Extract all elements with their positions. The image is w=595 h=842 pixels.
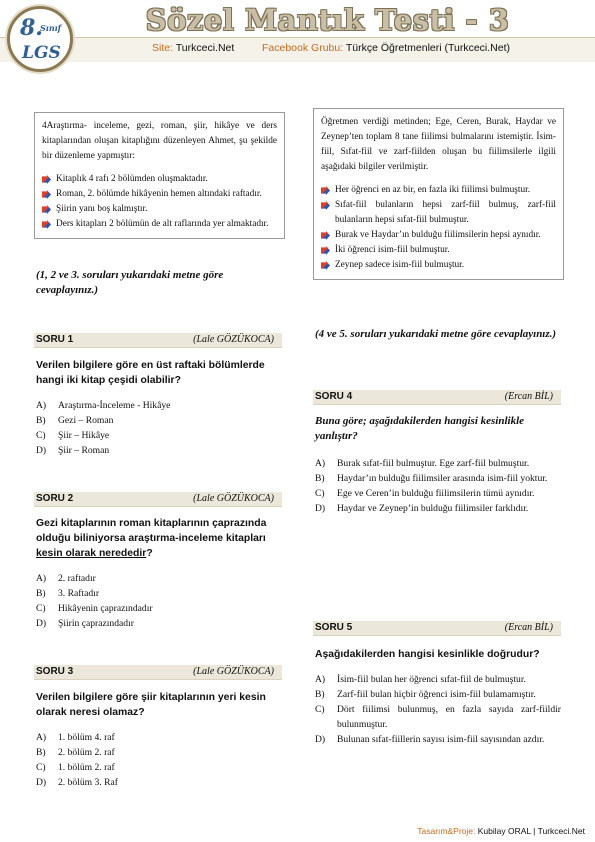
left-passage-box <box>34 112 285 239</box>
option-d[interactable]: D) Şiir – Roman <box>36 445 110 456</box>
list-item: Şiirin yanı boş kalmıştır. <box>42 202 277 217</box>
option-b[interactable]: B) Haydar’ın bulduğu fiilimsiler arasında isim-fiil yoktur. <box>315 473 548 484</box>
badge-class: Sınıf <box>40 23 62 33</box>
question-1-header <box>34 333 282 348</box>
facebook-value: Türkçe Öğretmenleri (Turkceci.Net) <box>345 42 511 54</box>
option-b[interactable]: B) 3. Raftadır <box>36 588 100 599</box>
option-d[interactable]: D) 2. bölüm 3. Raf <box>36 777 118 788</box>
site-label: Site: <box>152 42 174 54</box>
option-a[interactable]: A) İsim-fiil bulan her öğrenci sıfat-fiil de bulmuştur. <box>315 674 526 685</box>
question-4-options <box>315 456 561 516</box>
option-d[interactable]: D) Bulunan sıfat-fiillerin sayısı isim-fiil sayısından azdır. <box>315 734 545 745</box>
footer-value: Kubilay ORAL | Turkceci.Net <box>477 826 585 836</box>
site-info <box>152 42 234 54</box>
list-item: İki öğrenci isim-fiil bulmuştur. <box>321 243 556 258</box>
question-2-text: Gezi kitaplarının roman kitaplarının çaprazında olduğu biliniyorsa araştırma-inceleme kitapları kesin olarak nerededir? <box>36 518 267 559</box>
list-item: Ders kitapları 2 bölümün de alt raflarında yer almaktadır. <box>42 217 277 232</box>
question-3-header <box>34 665 282 680</box>
list-item: Kitaplık 4 rafı 2 bölümden oluşmaktadır. <box>42 172 277 187</box>
question-author: (Lale GÖZÜKOCA) <box>193 334 274 345</box>
question-number: SORU 5 <box>315 622 353 633</box>
badge-grade: 8. <box>20 15 43 41</box>
arrow-bullet-icon <box>321 186 330 195</box>
question-number: SORU 4 <box>315 391 353 402</box>
option-b[interactable]: B) Zarf-fiil bulan hiçbir öğrenci isim-fiil bulamamıştır. <box>315 689 536 700</box>
arrow-bullet-icon <box>321 261 330 270</box>
question-4-header <box>313 390 561 405</box>
left-passage-intro: 4Araştırma- inceleme, gezi, roman, şiir, hikâye ve ders kitaplarından oluşan kitaplığını düzenleyen Ahmet, şu şekilde bir düzenleme yapmıştır: <box>42 121 277 161</box>
list-item: Roman, 2. bölümde hikâyenin hemen altındaki raftadır. <box>42 187 277 202</box>
question-5-options <box>315 672 561 747</box>
page-header <box>0 0 595 96</box>
option-a[interactable]: A) 1. bölüm 4. raf <box>36 732 115 743</box>
option-d[interactable]: D) Şiirin çaprazındadır <box>36 618 134 629</box>
badge-exam: LGS <box>22 43 61 63</box>
facebook-info <box>262 42 510 54</box>
option-d[interactable]: D) Haydar ve Zeynep’in bulduğu fiilimsiler farklıdır. <box>315 503 529 514</box>
footer-label: Tasarım&Proje: <box>417 826 476 836</box>
list-item: Her öğrenci en az bir, en fazla iki fiilimsi bulmuştur. <box>321 183 556 198</box>
question-author: (Ercan BİL) <box>504 391 553 402</box>
page-title: Sözel Mantık Testi - 3 <box>145 3 510 37</box>
left-passage-list <box>42 172 277 232</box>
option-c[interactable]: C) Dört fiilimsi bulunmuş, en fazla sayıda zarf-fiildir bulunmuştur. <box>315 704 561 730</box>
option-a[interactable]: A) 2. raftadır <box>36 573 96 584</box>
question-author: (Lale GÖZÜKOCA) <box>193 666 274 677</box>
right-instruction-note: (4 ve 5. soruları yukarıdaki metne göre cevaplayınız.) <box>315 328 557 340</box>
arrow-bullet-icon <box>42 220 51 229</box>
option-c[interactable]: C) Şiir – Hikâye <box>36 430 110 441</box>
option-b[interactable]: B) 2. bölüm 2. raf <box>36 747 115 758</box>
list-item: Sıfat-fiil bulanların hepsi zarf-fiil bulmuş, zarf-fiil bulanların hepsi sıfat-fiil bulmuştur. <box>321 198 556 228</box>
question-number: SORU 1 <box>36 334 74 345</box>
question-number: SORU 2 <box>36 493 74 504</box>
underlined-phrase: kesin olarak nerededir <box>36 548 147 559</box>
arrow-bullet-icon <box>42 190 51 199</box>
arrow-bullet-icon <box>321 231 330 240</box>
option-c[interactable]: C) 1. bölüm 2. raf <box>36 762 115 773</box>
list-item: Burak ve Haydar’ın bulduğu fiilimsilerin hepsi aynıdır. <box>321 228 556 243</box>
question-5-header <box>313 621 561 636</box>
site-value: Turkceci.Net <box>175 42 235 54</box>
arrow-bullet-icon <box>321 246 330 255</box>
left-instruction-note: (1, 2 ve 3. soruları yukarıdaki metne göre cevaplayınız.) <box>36 269 224 296</box>
question-4-text: Buna göre; aşağıdakilerden hangisi kesinlikle yanlıştır? <box>315 415 525 442</box>
right-passage-box <box>313 108 564 280</box>
question-2-header <box>34 492 282 507</box>
question-number: SORU 3 <box>36 666 74 677</box>
question-1-options <box>36 398 282 458</box>
question-1-text: Verilen bilgilere göre en üst raftaki bölümlerde hangi iki kitap çeşidi olabilir? <box>36 360 265 386</box>
question-3-options <box>36 730 282 790</box>
page-footer <box>417 826 585 836</box>
option-b[interactable]: B) Gezi – Roman <box>36 415 114 426</box>
question-3-text: Verilen bilgilere göre şiir kitaplarının yeri kesin olarak neresi olamaz? <box>36 692 266 718</box>
option-a[interactable]: A) Araştırma-İnceleme - Hikâye <box>36 400 171 411</box>
question-author: (Ercan BİL) <box>504 622 553 633</box>
right-passage-intro: Öğretmen verdiği metinden; Ege, Ceren, Burak, Haydar ve Zeynep’ten toplam 8 tane fiilimsi bulmalarını istemiştir. İsim-fiil, Sıfat-fiil ve zarf-fiilden oluşan bu fiilimsilerle ilgili aşağıdaki bilgiler verilmiştir. <box>321 117 556 172</box>
question-5-text: Aşağıdakilerden hangisi kesinlikle doğrudur? <box>315 649 540 660</box>
arrow-bullet-icon <box>42 175 51 184</box>
question-author: (Lale GÖZÜKOCA) <box>193 493 274 504</box>
question-2-options <box>36 571 282 631</box>
arrow-bullet-icon <box>321 201 330 210</box>
facebook-label: Facebook Grubu: <box>262 42 344 54</box>
arrow-bullet-icon <box>42 205 51 214</box>
option-c[interactable]: C) Ege ve Ceren’in bulduğu fiilimsilerin tümü aynıdır. <box>315 488 535 499</box>
right-passage-list <box>321 183 556 273</box>
option-a[interactable]: A) Burak sıfat-fiil bulmuştur. Ege zarf-fiil bulmuştur. <box>315 458 530 469</box>
list-item: Zeynep sadece isim-fiil bulmuştur. <box>321 258 556 273</box>
option-c[interactable]: C) Hikâyenin çaprazındadır <box>36 603 153 614</box>
